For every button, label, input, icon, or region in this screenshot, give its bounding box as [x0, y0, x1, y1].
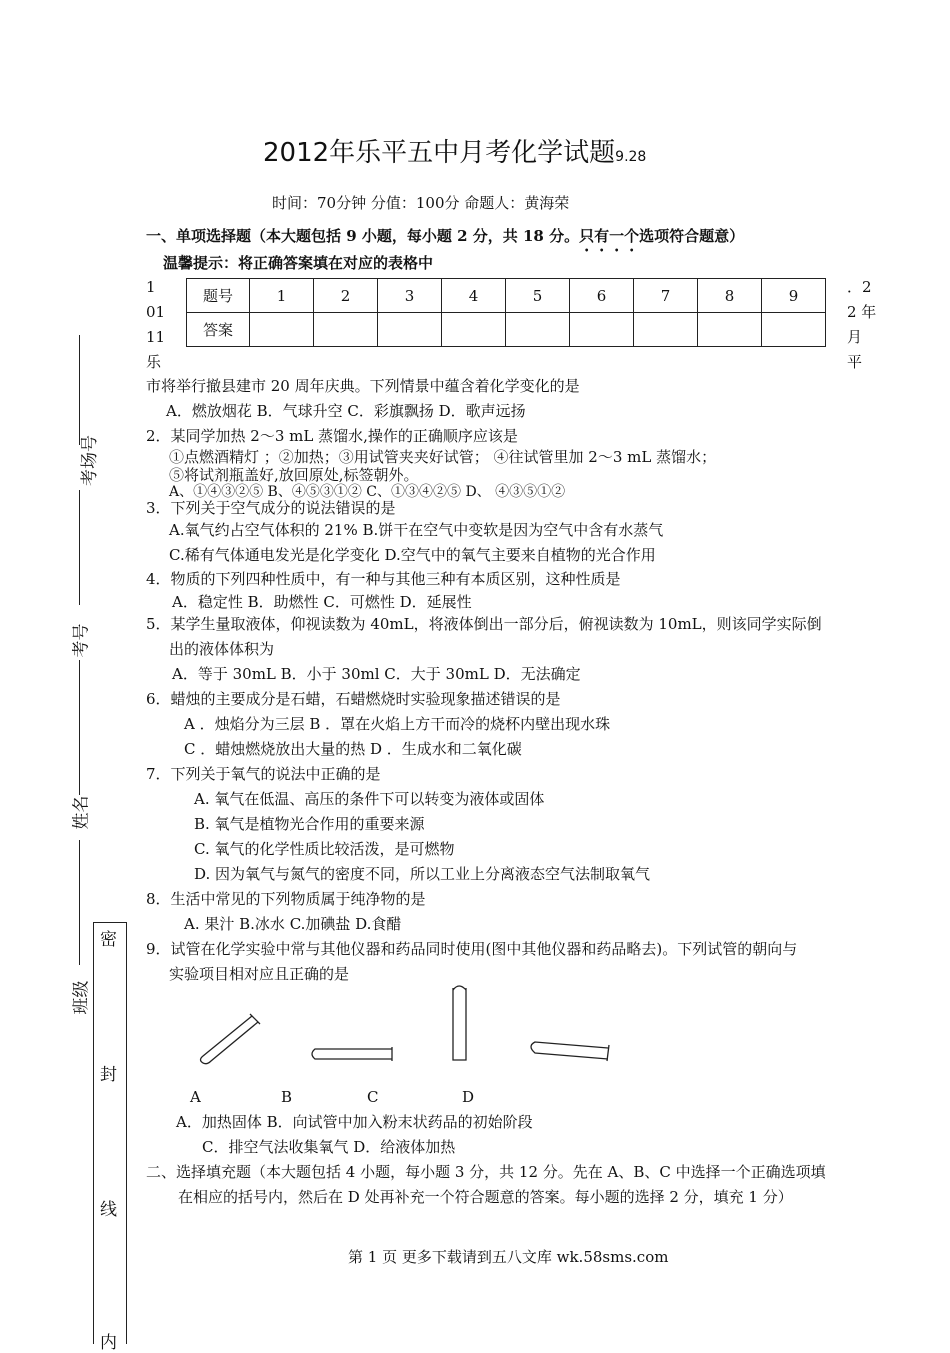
seal-border-left: [93, 922, 94, 1344]
section1-heading: 一、单项选择题（本大题包括 9 小题，每小题 2 分，共 18 分。只有一个选项符合题意）: [146, 227, 745, 245]
answer-cell[interactable]: [634, 313, 698, 347]
test-tube-b: [312, 1047, 392, 1061]
answer-cell[interactable]: [570, 313, 634, 347]
q9-label-a: A: [190, 1088, 201, 1106]
answer-table: [186, 278, 826, 347]
section2-line2: 在相应的括号内，然后在 D 处再补充一个符合题意的答案。每小题的选择 2 分，填充 1 分）: [178, 1188, 793, 1206]
q9-label-b: B: [281, 1088, 293, 1106]
q2-options: A、①④③②⑤ B、④⑤③①② C、①③④②⑤ D、 ④③⑤①②: [169, 484, 566, 500]
q9-label-c: C: [367, 1088, 379, 1106]
test-tube-figure: [190, 980, 630, 1070]
wrap-left-4: 乐: [146, 353, 162, 371]
sidebar-field-exam-number: 考号: [71, 623, 92, 658]
test-tube-d: [531, 1042, 609, 1061]
q3-stem: 3．下列关于空气成分的说法错误的是: [146, 499, 396, 517]
q5-line2: 出的液体体积为: [169, 640, 275, 658]
sidebar-field-name: 姓名: [71, 795, 92, 830]
q8-options: A. 果汁 B.冰水 C.加碘盐 D.食醋: [184, 915, 402, 933]
q9-line4: C．排空气法收集氧气 D．给液体加热: [202, 1138, 456, 1156]
sidebar-field-exam-room: 考场号: [80, 435, 100, 486]
wrap-right-1: ．2: [847, 278, 872, 296]
q1-options: A．燃放烟花 B．气球升空 C．彩旗飘扬 D．歌声远扬: [166, 402, 526, 420]
answer-table-number: 1: [250, 279, 314, 313]
q4-options: A．稳定性 B．助燃性 C．可燃性 D．延展性: [172, 593, 472, 611]
q9-line3: A．加热固体 B．向试管中加入粉末状药品的初始阶段: [176, 1113, 533, 1131]
answer-cell[interactable]: [314, 313, 378, 347]
q3-line2: C.稀有气体通电发光是化学变化 D.空气中的氧气主要来自植物的光合作用: [169, 546, 656, 564]
q9-label-d: D: [462, 1088, 475, 1106]
page-title: 2012年乐平五中月考化学试题9.28: [263, 138, 647, 168]
answer-table-row-label: 题号: [187, 279, 250, 313]
q6-line1: A ．烛焰分为三层 B ．罩在火焰上方干而冷的烧杯内壁出现水珠: [184, 715, 611, 733]
q6-line2: C ．蜡烛燃烧放出大量的热 D ．生成水和二氧化碳: [184, 740, 522, 758]
q2-stem: 2．某同学加热 2～3 mL 蒸馏水,操作的正确顺序应该是: [146, 427, 518, 445]
answer-cell[interactable]: [378, 313, 442, 347]
answer-table-number: 2: [314, 279, 378, 313]
wrap-right-4: 平: [847, 353, 863, 371]
q3-line1: A.氧气约占空气体积的 21% B.饼干在空气中变软是因为空气中含有水蒸气: [169, 521, 664, 539]
seal-char: 内: [100, 1333, 117, 1353]
q1-stem: 市将举行撤县建市 20 周年庆典。下列情景中蕴含着化学变化的是: [146, 377, 580, 395]
answer-cell[interactable]: [442, 313, 506, 347]
sidebar-rule: [79, 660, 80, 795]
answer-table-number: 7: [634, 279, 698, 313]
answer-table-answer-row: [187, 313, 826, 347]
seal-char: 密: [100, 930, 117, 950]
wrap-left-3: 11: [146, 328, 166, 346]
q5-options: A．等于 30mL B．小于 30ml C．大于 30mL D．无法确定: [172, 665, 581, 683]
answer-table-number: 8: [698, 279, 762, 313]
answer-cell[interactable]: [250, 313, 314, 347]
wrap-right-2: 2 年: [847, 303, 877, 321]
wrap-left-1: 1: [146, 278, 156, 296]
answer-table-number: 6: [570, 279, 634, 313]
answer-cell[interactable]: [506, 313, 570, 347]
q4-stem: 4．物质的下列四种性质中，有一种与其他三种有本质区别，这种性质是: [146, 570, 621, 588]
wrap-left-2: 01: [146, 303, 166, 321]
seal-border-right: [126, 922, 127, 1344]
section1-tip: 温馨提示：将正确答案填在对应的表格中: [163, 254, 434, 272]
answer-table-number: 3: [378, 279, 442, 313]
q7-option-c: C. 氧气的化学性质比较活泼，是可燃物: [194, 840, 455, 858]
seal-char: 封: [100, 1065, 117, 1085]
answer-cell[interactable]: [698, 313, 762, 347]
section2-line1: 二、选择填充题（本大题包括 4 小题，每小题 3 分，共 12 分。先在 A、B、C 中选择一个正确选项填: [146, 1163, 826, 1181]
page-footer: 第 1 页 更多下载请到五八文库 wk.58sms.com: [348, 1248, 669, 1266]
sidebar-rule: [79, 840, 80, 965]
q7-option-d: D. 因为氧气与氮气的密度不同，所以工业上分离液态空气法制取氧气: [194, 865, 651, 883]
q7-option-b: B. 氧气是植物光合作用的重要来源: [194, 815, 425, 833]
q9-line2: 实验项目相对应且正确的是: [169, 965, 350, 983]
test-tube-c: [453, 986, 466, 1060]
answer-table-number-row: [187, 279, 826, 313]
sidebar-rule: [79, 335, 80, 445]
q8-stem: 8．生活中常见的下列物质属于纯净物的是: [146, 890, 426, 908]
wrap-right-3: 月: [847, 328, 863, 346]
answer-cell[interactable]: [762, 313, 826, 347]
sidebar-rule: [79, 490, 80, 605]
q2-line2: ⑤将试剂瓶盖好,放回原处,标签朝外。: [169, 466, 419, 484]
seal-border-top: [93, 922, 127, 923]
test-tube-a: [201, 1014, 261, 1064]
exam-meta: 时间：70分钟 分值：100分 命题人：黄海荣: [272, 194, 570, 212]
q6-stem: 6．蜡烛的主要成分是石蜡，石蜡燃烧时实验现象描述错误的是: [146, 690, 561, 708]
answer-table-row-label: 答案: [187, 313, 250, 347]
q9-stem: 9．试管在化学实验中常与其他仪器和药品同时使用(图中其他仪器和药品略去)。下列试管的朝向与: [146, 940, 798, 958]
answer-table-number: 4: [442, 279, 506, 313]
q7-stem: 7．下列关于氧气的说法中正确的是: [146, 765, 381, 783]
answer-table-number: 9: [762, 279, 826, 313]
q2-line1: ①点燃酒精灯 ；②加热；③用试管夹夹好试管； ④往试管里加 2～3 mL 蒸馏水；: [169, 448, 717, 466]
q5-stem: 5．某学生量取液体，仰视读数为 40mL，将液体倒出一部分后，俯视读数为 10mL，则该同学实际倒: [146, 615, 822, 633]
answer-table-number: 5: [506, 279, 570, 313]
q7-option-a: A. 氧气在低温、高压的条件下可以转变为液体或固体: [194, 790, 545, 808]
seal-char: 线: [100, 1200, 117, 1220]
sidebar-field-class: 班级: [71, 980, 92, 1015]
